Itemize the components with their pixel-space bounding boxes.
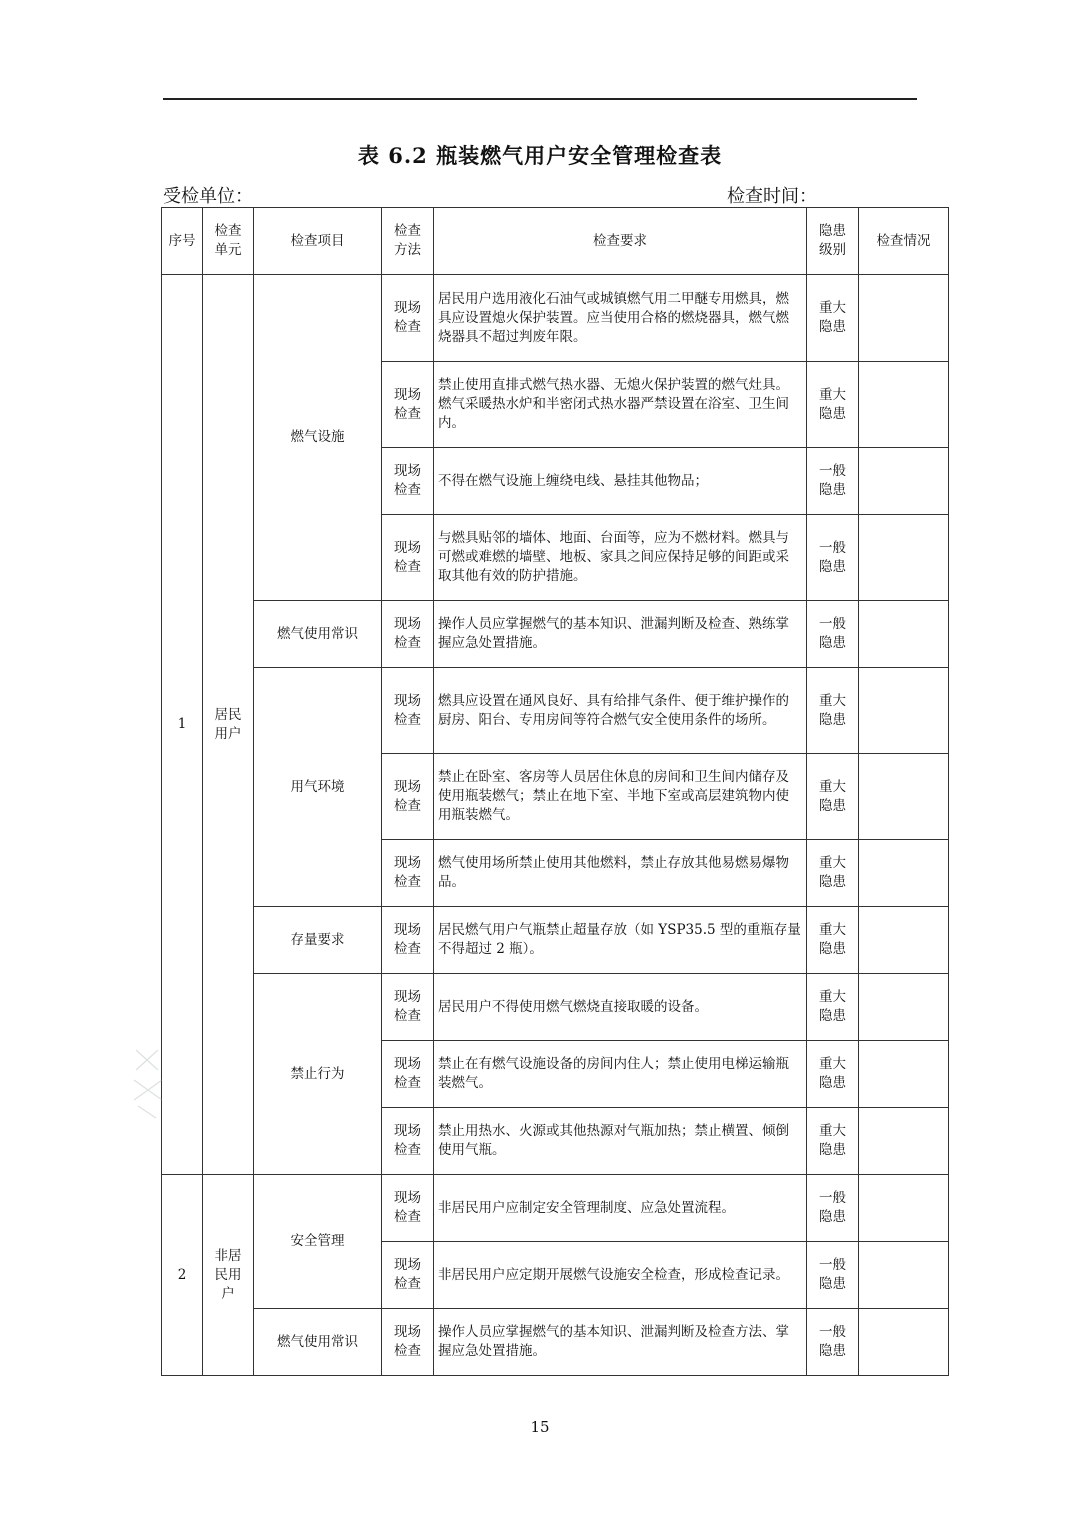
requirement-cell: 不得在燃气设施上缠绕电线、悬挂其他物品； — [434, 448, 807, 515]
method-cell: 现场检查 — [382, 840, 434, 907]
requirement-cell: 操作人员应掌握燃气的基本知识、泄漏判断及检查、熟练掌握应急处置措施。 — [434, 601, 807, 668]
level-cell: 重大隐患 — [807, 907, 859, 974]
result-cell[interactable] — [859, 1041, 949, 1108]
result-cell[interactable] — [859, 1309, 949, 1376]
header-method: 检查方法 — [382, 208, 434, 275]
table-body — [162, 275, 949, 1376]
method-cell: 现场检查 — [382, 362, 434, 448]
requirement-cell: 禁止在有燃气设施设备的房间内住人；禁止使用电梯运输瓶装燃气。 — [434, 1041, 807, 1108]
level-cell: 一般隐患 — [807, 1242, 859, 1309]
result-cell[interactable] — [859, 907, 949, 974]
result-cell[interactable] — [859, 974, 949, 1041]
level-cell: 重大隐患 — [807, 1041, 859, 1108]
unit-cell: 非居民用户 — [203, 1175, 254, 1376]
item-cell: 禁止行为 — [254, 974, 382, 1175]
item-cell: 安全管理 — [254, 1175, 382, 1309]
result-cell[interactable] — [859, 275, 949, 362]
requirement-cell: 操作人员应掌握燃气的基本知识、泄漏判断及检查方法、掌握应急处置措施。 — [434, 1309, 807, 1376]
item-cell: 燃气使用常识 — [254, 1309, 382, 1376]
item-cell: 燃气使用常识 — [254, 601, 382, 668]
inspection-table — [161, 207, 949, 1376]
item-cell: 燃气设施 — [254, 275, 382, 601]
faint-watermark — [128, 1040, 168, 1120]
method-cell: 现场检查 — [382, 1175, 434, 1242]
inspected-unit-label: 受检单位： — [163, 186, 253, 207]
inspection-time-label: 检查时间： — [727, 186, 817, 207]
requirement-cell: 居民燃气用户气瓶禁止超量存放（如 YSP35.5 型的重瓶存量不得超过 2 瓶）。 — [434, 907, 807, 974]
level-cell: 重大隐患 — [807, 275, 859, 362]
requirement-cell: 禁止用热水、火源或其他热源对气瓶加热；禁止横置、倾倒使用气瓶。 — [434, 1108, 807, 1175]
header-requirement: 检查要求 — [434, 208, 807, 275]
header-seq: 序号 — [162, 208, 203, 275]
header-result: 检查情况 — [859, 208, 949, 275]
method-cell: 现场检查 — [382, 448, 434, 515]
result-cell[interactable] — [859, 362, 949, 448]
method-cell: 现场检查 — [382, 1108, 434, 1175]
level-cell: 一般隐患 — [807, 1175, 859, 1242]
method-cell: 现场检查 — [382, 1242, 434, 1309]
requirement-cell: 燃具应设置在通风良好、具有给排气条件、便于维护操作的厨房、阳台、专用房间等符合燃气安全使用条件的场所。 — [434, 668, 807, 754]
method-cell: 现场检查 — [382, 668, 434, 754]
result-cell[interactable] — [859, 448, 949, 515]
level-cell: 一般隐患 — [807, 448, 859, 515]
requirement-cell: 与燃具贴邻的墙体、地面、台面等，应为不燃材料。燃具与可燃或难燃的墙壁、地板、家具之间应保持足够的间距或采取其他有效的防护措施。 — [434, 515, 807, 601]
method-cell: 现场检查 — [382, 275, 434, 362]
table-row — [162, 1175, 949, 1242]
header-rule — [163, 98, 917, 100]
table-row — [162, 1309, 949, 1376]
requirement-cell: 非居民用户应定期开展燃气设施安全检查，形成检查记录。 — [434, 1242, 807, 1309]
table-row — [162, 275, 949, 362]
table-row — [162, 601, 949, 668]
table-row — [162, 668, 949, 754]
seq-cell: 2 — [162, 1175, 203, 1376]
method-cell: 现场检查 — [382, 515, 434, 601]
unit-cell: 居民用户 — [203, 275, 254, 1175]
requirement-cell: 非居民用户应制定安全管理制度、应急处置流程。 — [434, 1175, 807, 1242]
level-cell: 一般隐患 — [807, 515, 859, 601]
item-cell: 存量要求 — [254, 907, 382, 974]
requirement-cell: 居民用户不得使用燃气燃烧直接取暖的设备。 — [434, 974, 807, 1041]
level-cell: 重大隐患 — [807, 1108, 859, 1175]
level-cell: 重大隐患 — [807, 754, 859, 840]
level-cell: 一般隐患 — [807, 1309, 859, 1376]
page-title: 表 6.2 瓶装燃气用户安全管理检查表 — [357, 143, 723, 168]
result-cell[interactable] — [859, 668, 949, 754]
result-cell[interactable] — [859, 754, 949, 840]
result-cell[interactable] — [859, 840, 949, 907]
method-cell: 现场检查 — [382, 601, 434, 668]
item-cell: 用气环境 — [254, 668, 382, 907]
level-cell: 重大隐患 — [807, 840, 859, 907]
result-cell[interactable] — [859, 1175, 949, 1242]
header-unit: 检查单元 — [203, 208, 254, 275]
method-cell: 现场检查 — [382, 1041, 434, 1108]
table-row — [162, 974, 949, 1041]
level-cell: 重大隐患 — [807, 668, 859, 754]
requirement-cell: 禁止在卧室、客房等人员居住休息的房间和卫生间内储存及使用瓶装燃气；禁止在地下室、半地下室或高层建筑物内使用瓶装燃气。 — [434, 754, 807, 840]
table-row — [162, 907, 949, 974]
level-cell: 一般隐患 — [807, 601, 859, 668]
method-cell: 现场检查 — [382, 1309, 434, 1376]
page-number: 15 — [530, 1418, 550, 1436]
header-level: 隐患级别 — [807, 208, 859, 275]
requirement-cell: 居民用户选用液化石油气或城镇燃气用二甲醚专用燃具，燃具应设置熄火保护装置。应当使用合格的燃烧器具，燃气燃烧器具不超过判废年限。 — [434, 275, 807, 362]
result-cell[interactable] — [859, 515, 949, 601]
level-cell: 重大隐患 — [807, 362, 859, 448]
result-cell[interactable] — [859, 1108, 949, 1175]
method-cell: 现场检查 — [382, 754, 434, 840]
method-cell: 现场检查 — [382, 974, 434, 1041]
level-cell: 重大隐患 — [807, 974, 859, 1041]
header-item: 检查项目 — [254, 208, 382, 275]
result-cell[interactable] — [859, 601, 949, 668]
table-header-row — [162, 208, 949, 275]
requirement-cell: 禁止使用直排式燃气热水器、无熄火保护装置的燃气灶具。燃气采暖热水炉和半密闭式热水器严禁设置在浴室、卫生间内。 — [434, 362, 807, 448]
seq-cell: 1 — [162, 275, 203, 1175]
requirement-cell: 燃气使用场所禁止使用其他燃料，禁止存放其他易燃易爆物品。 — [434, 840, 807, 907]
method-cell: 现场检查 — [382, 907, 434, 974]
result-cell[interactable] — [859, 1242, 949, 1309]
